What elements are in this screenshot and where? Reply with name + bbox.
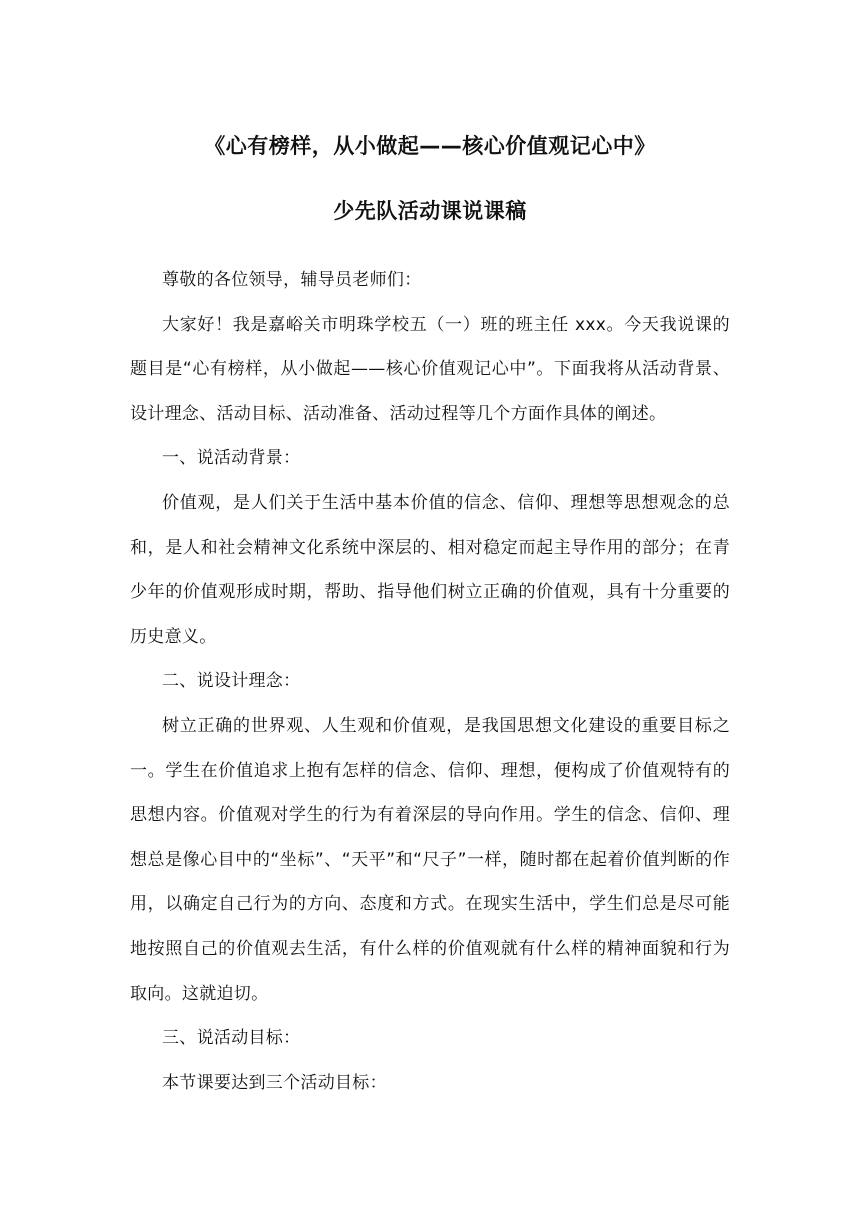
document-body — [130, 258, 730, 1105]
paragraph-design-concept: 树立正确的世界观、人生观和价值观，是我国思想文化建设的重要目标之一。学生在价值追求上抱有怎样的信念、信仰、理想，便构成了价值观特有的思想内容。价值观对学生的行为有着深层的导向作用。学生的信念、信仰、理想总是像心目中的“坐标”、“天平”和“尺子”一样，随时都在起着价值判断的作用，以确定自己行为的方向、态度和方式。在现实生活中，学生们总是尽可能地按照自己的价值观去生活，有什么样的价值观就有什么样的精神面貌和行为取向。这就迫切。 — [130, 715, 730, 1004]
document-subtitle: 少先队活动课说课稿 — [333, 199, 527, 223]
section-heading-design-concept: 二、说设计理念： — [162, 671, 301, 692]
section-heading-background: 一、说活动背景： — [162, 448, 301, 469]
paragraph-background: 价值观，是人们关于生活中基本价值的信念、信仰、理想等思想观念的总和，是人和社会精神文化系统中深层的、相对稳定而起主导作用的部分；在青少年的价值观形成时期，帮助、指导他们树立正确的价值观，具有十分重要的历史意义。 — [130, 492, 730, 647]
paragraph-introduction: 大家好！我是嘉峪关市明珠学校五（一）班的班主任 xxx。今天我说课的题目是“心有榜样，从小做起——核心价值观记心中”。下面我将从活动背景、设计理念、活动目标、活动准备、活动过程等几个方面作具体的阐述。 — [130, 314, 730, 424]
paragraph-greeting: 尊敬的各位领导，辅导员老师们： — [162, 270, 422, 290]
paragraph-objectives: 本节课要达到三个活动目标： — [162, 1072, 387, 1093]
document-title: 《心有榜样，从小做起——核心价值观记心中》 — [204, 134, 656, 158]
section-heading-objectives: 三、说活动目标： — [162, 1028, 301, 1049]
